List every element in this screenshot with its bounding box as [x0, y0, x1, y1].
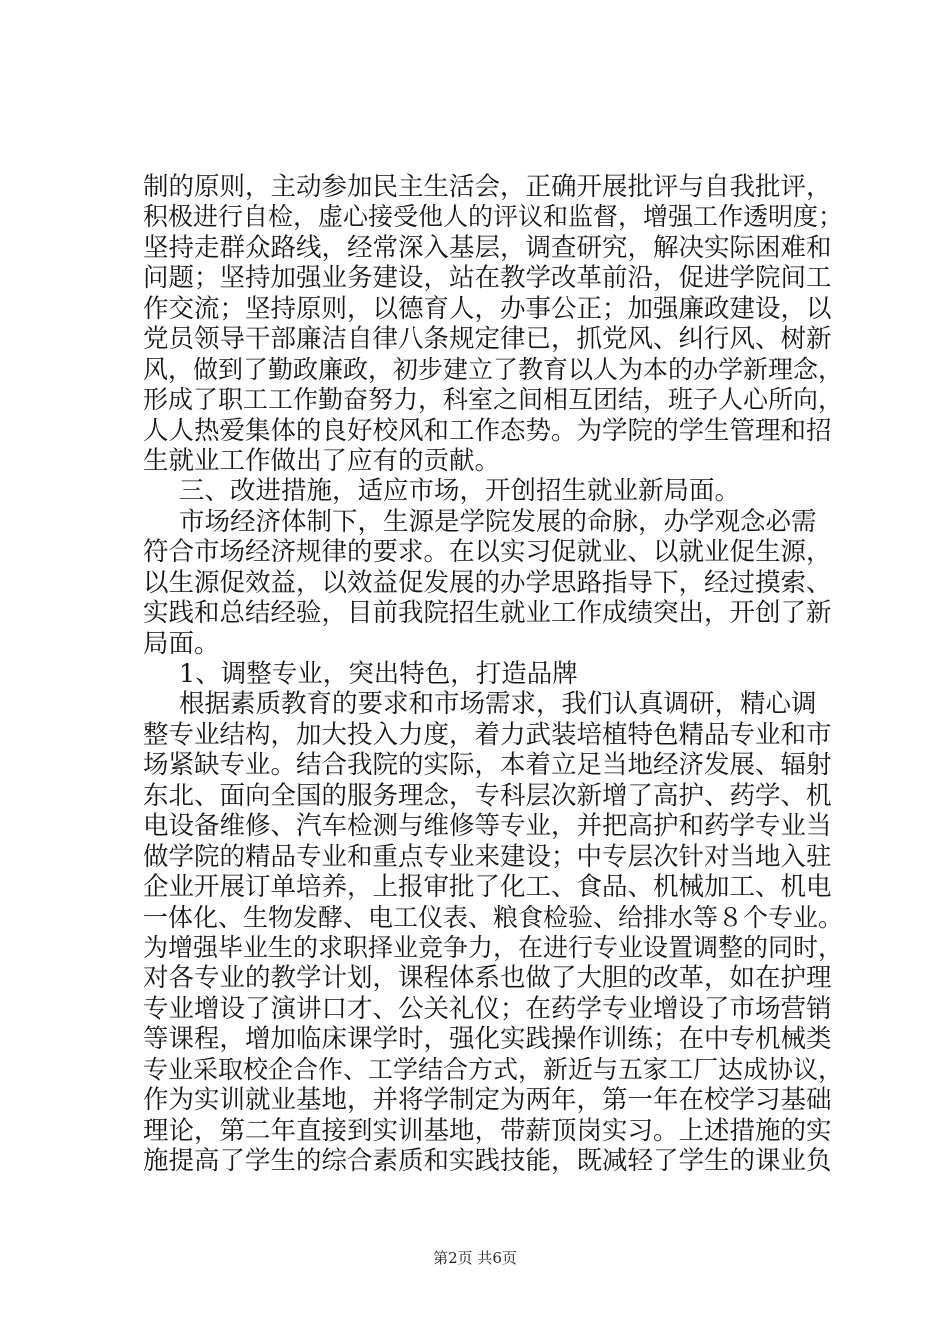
text-line: 形成了职工工作勤奋努力，科室之间相互团结，班子人心所向，: [143, 385, 844, 415]
text-line: 问题；坚持加强业务建设，站在教学改革前沿，促进学院间工: [143, 263, 832, 294]
text-line: 整专业结构，加大投入力度，着力武装培植特色精品专业和市: [143, 719, 832, 750]
text-line: 作为实训就业基地，并将学制定为两年，第一年在校学习基础: [143, 1085, 832, 1116]
body-text: [143, 172, 843, 1176]
text-line: 积极进行自检，虚心接受他人的评议和监督，增强工作透明度；: [143, 202, 844, 232]
text-line: 为增强毕业生的求职择业竞争力，在进行专业设置调整的同时，: [143, 932, 844, 962]
text-line: 实践和总结经验，目前我院招生就业工作成绩突出，开创了新: [143, 598, 832, 629]
text-line: 理论，第二年直接到实训基地，带薪顶岗实习。上述措施的实: [143, 1115, 832, 1146]
text-line: 符合市场经济规律的要求。在以实习促就业、以就业促生源，: [143, 537, 832, 568]
text-line: 等课程，增加临床课学时，强化实践操作训练；在中专机械类: [143, 1024, 832, 1055]
text-line: 生就业工作做出了应有的贡献。: [143, 445, 501, 476]
text-line: 制的原则，主动参加民主生活会，正确开展批评与自我批评，: [143, 172, 832, 202]
text-line: 场紧缺专业。结合我院的实际，本着立足当地经济发展、辐射: [143, 750, 832, 781]
text-line: 电设备维修、汽车检测与维修等专业，并把高护和药学专业当: [143, 811, 832, 842]
page-footer: 第2页 共6页: [433, 1249, 517, 1267]
text-line: 坚持走群众路线，经常深入基层，调查研究，解决实际困难和: [143, 232, 832, 263]
text-line: 专业采取校企合作、工学结合方式，新近与五家工厂达成协议，: [143, 1054, 844, 1084]
text-line: 作交流；坚持原则，以德育人，办事公正；加强廉政建设，以: [143, 293, 832, 324]
text-line: 三、改进措施，适应市场，开创招生就业新局面。: [179, 476, 741, 507]
text-line: 根据素质教育的要求和市场需求，我们认真调研，精心调: [179, 689, 817, 720]
text-line: 以生源促效益，以效益促发展的办学思路指导下，经过摸索、: [143, 567, 832, 598]
text-line: 做学院的精品专业和重点专业来建设；中专层次针对当地入驻: [143, 841, 832, 872]
text-line: 对各专业的教学计划，课程体系也做了大胆的改革，如在护理: [143, 963, 832, 994]
text-line: 市场经济体制下，生源是学院发展的命脉，办学观念必需: [179, 506, 817, 537]
text-line: 专业增设了演讲口才、公关礼仪；在药学专业增设了市场营销: [143, 993, 832, 1024]
text-line: 一体化、生物发酵、电工仪表、粮食检验、给排水等８个专业。: [143, 902, 844, 932]
text-line: 人人热爱集体的良好校风和工作态势。为学院的学生管理和招: [143, 415, 832, 446]
text-line: 风，做到了勤政廉政，初步建立了教育以人为本的办学新理念，: [143, 354, 844, 384]
text-line: 东北、面向全国的服务理念，专科层次新增了高护、药学、机: [143, 780, 832, 811]
text-line: 党员领导干部廉洁自律八条规定律已，抓党风、纠行风、树新: [143, 324, 832, 355]
text-line: 局面。: [143, 628, 220, 659]
text-line: 1、调整专业，突出特色，打造品牌: [179, 659, 578, 689]
text-line: 施提高了学生的综合素质和实践技能，既减轻了学生的课业负: [143, 1146, 832, 1176]
text-line: 企业开展订单培养，上报审批了化工、食品、机械加工、机电: [143, 872, 832, 903]
